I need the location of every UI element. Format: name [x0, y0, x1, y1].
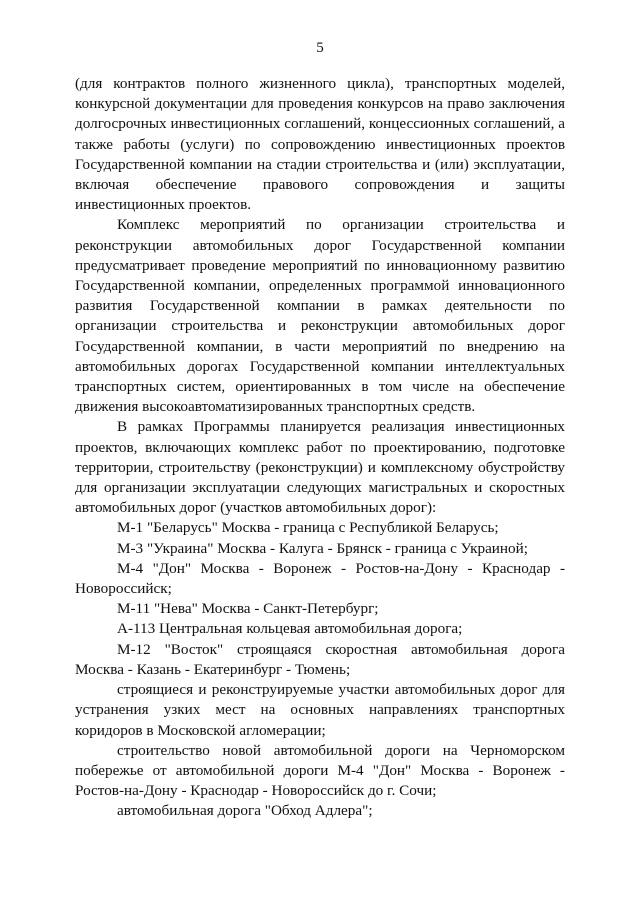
list-item-road-m4: М-4 "Дон" Москва - Воронеж - Ростов-на-Дону - Краснодар - Новороссийск;: [75, 559, 565, 598]
paragraph-investment-services: (для контрактов полного жизненного цикла), транспортных моделей, конкурсной документации для проведения конкурсов на право заключения долгосрочных инвестиционных соглашений, концессионных соглашений, а также работы (услуги) по сопровождению инвестиционных проектов Государственной компании на стадии строительства и (или) эксплуатации, включая обеспечение правового сопровождения и защиты инвестиционных проектов.: [75, 75, 565, 214]
list-item-black-sea-road: строительство новой автомобильной дороги на Черноморском побережье от автомобильной дороги М-4 "Дон" Москва - Воронеж - Ростов-на-Дону - Краснодар - Новороссийск до г. Сочи;: [75, 741, 565, 800]
list-item-road-m11: М-11 "Нева" Москва - Санкт-Петербург;: [117, 600, 379, 618]
list-item-road-m3: М-3 "Украина" Москва - Калуга - Брянск - граница с Украиной;: [117, 539, 529, 557]
list-item-road-a113: А-113 Центральная кольцевая автомобильная дорога;: [117, 620, 463, 638]
list-item-road-m12: М-12 "Восток" строящаяся скоростная автомобильная дорога Москва - Казань - Екатеринбург - Тюмень;: [75, 640, 565, 678]
list-item-adler-bypass: автомобильная дорога "Обход Адлера";: [117, 802, 373, 820]
list-item-moscow-agglomeration: строящиеся и реконструируемые участки автомобильных дорог для устранения узких мест на основных направлениях транспортных коридоров в Московской агломерации;: [75, 681, 565, 739]
list-item-road-m1: М-1 "Беларусь" Москва - граница с Республикой Беларусь;: [117, 519, 499, 537]
page-number: 5: [316, 40, 324, 56]
paragraph-innovation-measures: Комплекс мероприятий по организации строительства и реконструкции автомобильных дорог Государственной компании предусматривает проведение мероприятий по инновационному развитию Государственной компании, определенных программой инновационного развития Государственной компании в рамках деятельности по организации строительства и реконструкции автомобильных дорог Государственной компании, в части мероприятий по внедрению на автомобильных дорогах Государственной компании интеллектуальных транспортных систем, ориентированных в том числе на обеспечение движения высокоавтоматизированных транспортных средств.: [75, 216, 565, 416]
document-body: [75, 74, 565, 822]
paragraph-program-projects: В рамках Программы планируется реализация инвестиционных проектов, включающих комплекс работ по проектированию, подготовке территории, строительству (реконструкции) и комплексному обустройству для организации эксплуатации следующих магистральных и скоростных автомобильных дорог (участков автомобильных дорог):: [75, 418, 565, 517]
